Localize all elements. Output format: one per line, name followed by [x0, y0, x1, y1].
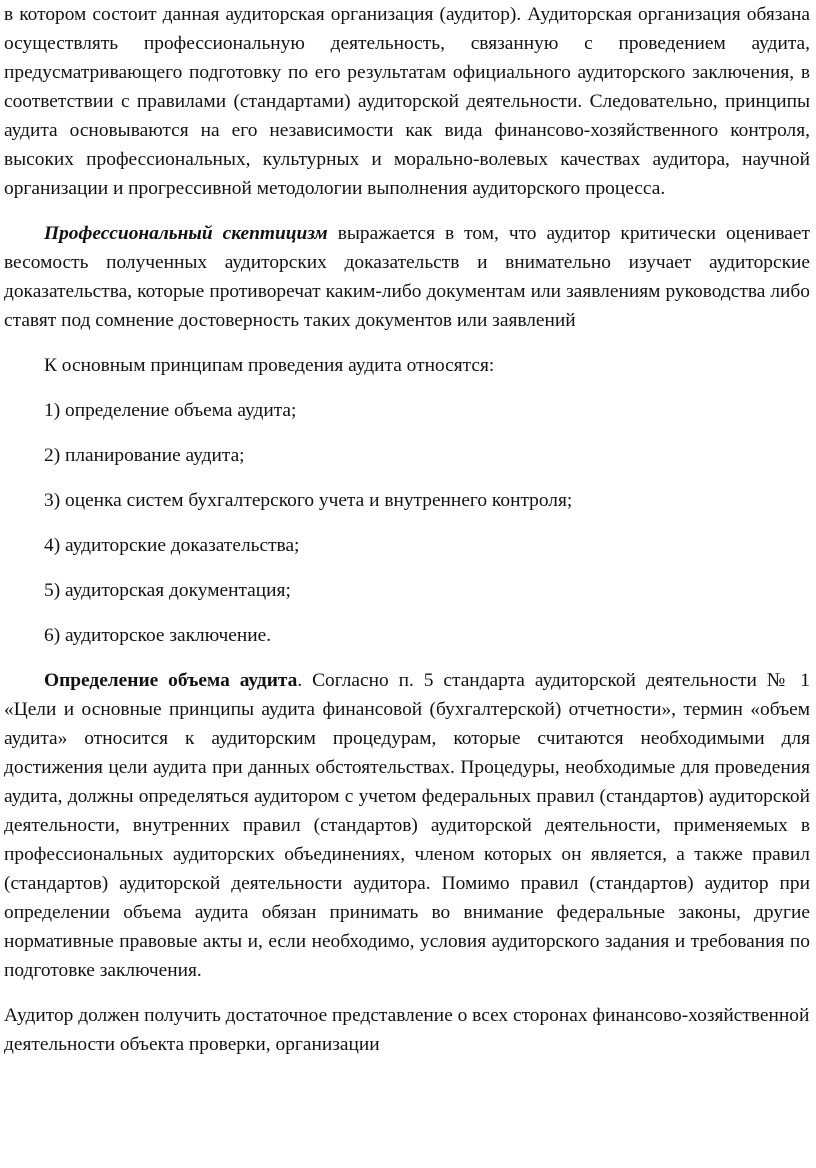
paragraph-auditor-understanding: Аудитор должен получить достаточное представление о всех сторонах финансово-хозяйственной деятельности объекта проверки, организации	[4, 1005, 810, 1055]
list-item: 4) аудиторские доказательства;	[44, 535, 300, 556]
list-item: 1) определение объема аудита;	[44, 400, 297, 421]
document-page	[4, 0, 810, 1059]
list-item: 6) аудиторское заключение.	[44, 625, 272, 646]
term-audit-scope: Определение объема аудита	[44, 670, 298, 691]
paragraph-professional-skepticism	[4, 219, 810, 335]
term-professional-skepticism: Профессиональный скептицизм	[44, 223, 328, 244]
paragraph-audit-scope	[4, 666, 810, 985]
list-item: 2) планирование аудита;	[44, 445, 245, 466]
list-intro: К основным принципам проведения аудита относятся:	[44, 355, 495, 376]
paragraph-auditor-organization: в котором состоит данная аудиторская организация (аудитор). Аудиторская организация обязана осуществлять профессиональную деятельность, связанную с проведением аудита, предусматривающего подготовку по его результатам официального аудиторского заключения, в соответствии с правилами (стандартами) аудиторской деятельности. Следовательно, принципы аудита основываются на его независимости как вида финансово-хозяйственного контроля, высоких профессиональных, культурных и морально-волевых качествах аудитора, научной организации и прогрессивной методологии выполнения аудиторского процесса.	[4, 4, 810, 199]
list-item: 3) оценка систем бухгалтерского учета и внутреннего контроля;	[44, 490, 573, 511]
list-item: 5) аудиторская документация;	[44, 580, 291, 601]
paragraph-professional-skepticism-text: выражается в том, что аудитор критически оценивает весомость полученных аудиторских доказательств и внимательно изучает аудиторские доказательства, которые противоречат каким-либо документам или заявлениям руководства либо ставят под сомнение достоверность таких документов или заявлений	[4, 223, 810, 331]
paragraph-audit-scope-text: . Согласно п. 5 стандарта аудиторской деятельности № 1 «Цели и основные принципы аудита финансовой (бухгалтерской) отчетности», термин «объем аудита» относится к аудиторским процедурам, которые считаются необходимыми для достижения цели аудита при данных обстоятельствах. Процедуры, необходимые для проведения аудита, должны определяться аудитором с учетом федеральных правил (стандартов) аудиторской деятельности, внутренних правил (стандартов) аудиторской деятельности, применяемых в профессиональных аудиторских объединениях, членом которых он является, а также правил (стандартов) аудиторской деятельности аудитора. Помимо правил (стандартов) аудитор при определении объема аудита обязан принимать во внимание федеральные законы, другие нормативные правовые акты и, если необходимо, условия аудиторского задания и требования по подготовке заключения.	[4, 670, 810, 981]
